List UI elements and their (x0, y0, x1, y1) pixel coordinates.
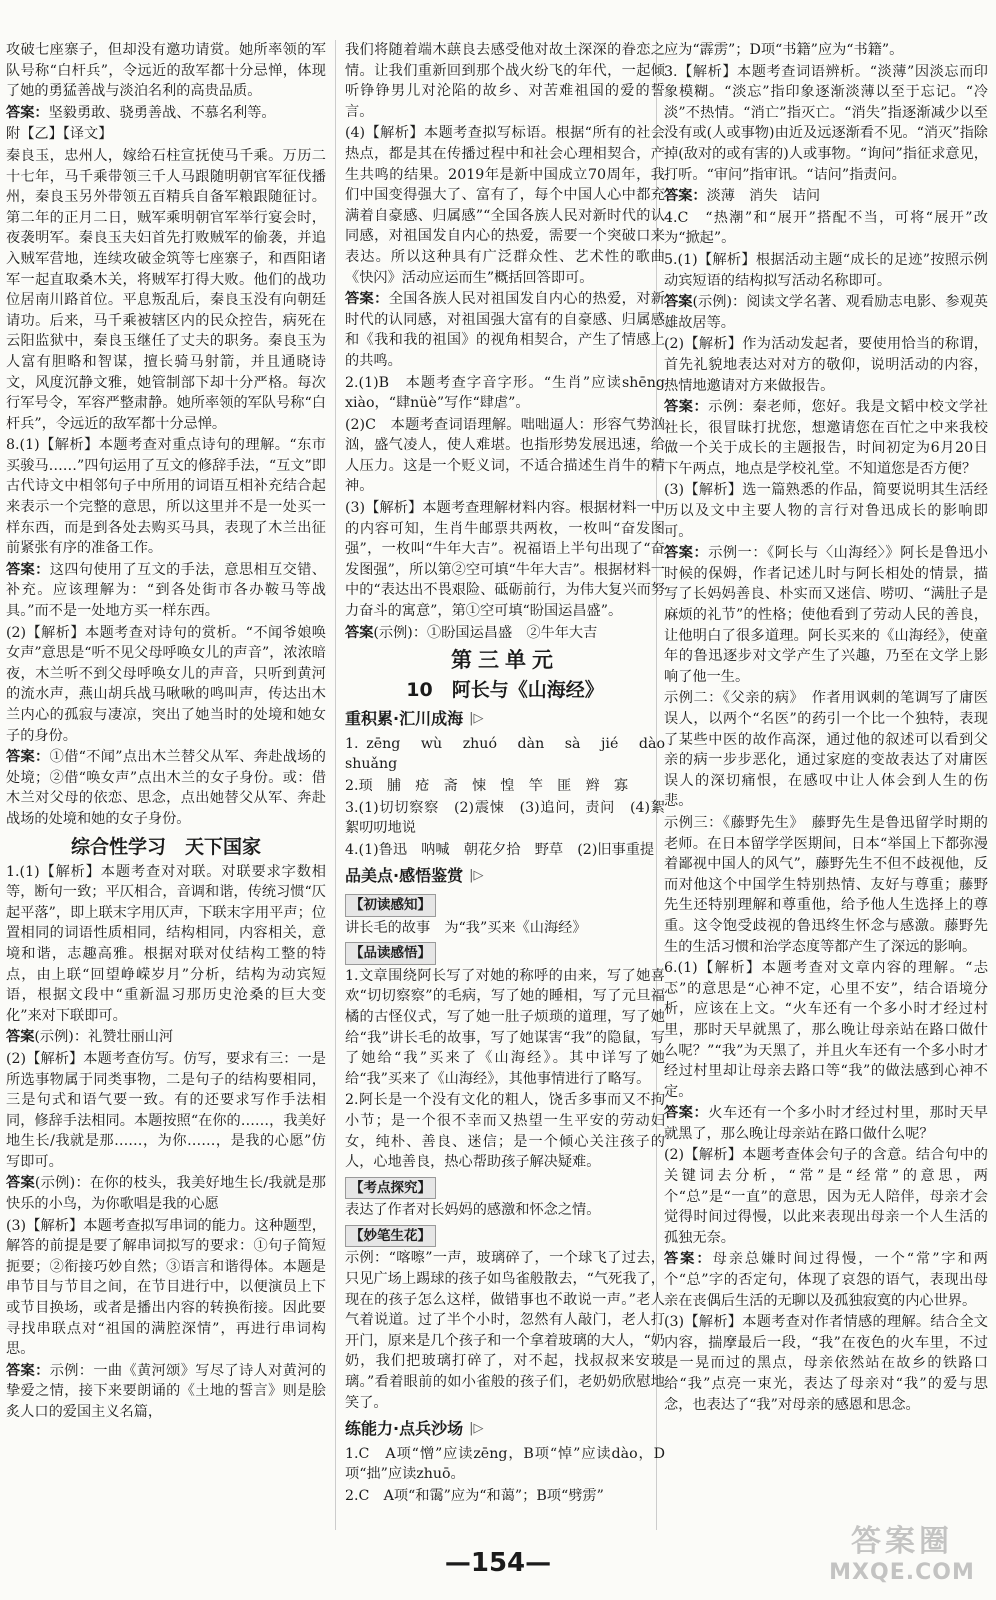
subsection-tag: 【初读感知】 (345, 894, 436, 917)
paragraph: 1.C A项“憎”应读zēng，B项“悼”应读dào，D项“拙”应读zhuō。 (345, 1445, 665, 1483)
paragraph: (4)【解析】本题考查拟写标语。根据“所有的社会热点，都是其在传播过程中和社会心理相契合，产生共鸣的结果。2019年是新中国成立70周年，我们中国变得强大了、富有了，每个中国人心中都充满着自豪感、归属感”“全国各族人民对新时代的认同感，对祖国发自内心的热爱，需要一个突破口来表达。所以这种具有广泛群众性、艺术性的歌曲《快闪》活动应运而生”概括回答即可。 (345, 125, 665, 286)
paragraph: 8.(1)【解析】本题考查对重点诗句的理解。“东市买骏马……”四句运用了互文的修辞手法，“互文”即古代诗文中相邻句子中所用的词语互相补充结合起来表示一个完整的意思，所以这里并不是一处买一样东西，而是到各处去购买马具，表现了木兰出征前紧张有序的准备工作。 (6, 437, 326, 557)
paragraph: 示例：“喀嚓”一声，玻璃碎了，一个球飞了过去，只见广场上踢球的孩子如鸟雀般散去，“气死我了，现在的孩子怎么这样，做错事也不敢说一声。”老人气着说道。过了半个小时，忽然有人敲门，老人打开门，原来是几个孩子和一个拿着玻璃的大人，“奶奶，我们把玻璃打碎了，对不起，找叔叔来安玻璃。”看着眼前的如小雀般的孩子们，老奶奶欣慰地笑了。 (345, 1250, 665, 1411)
answer-label: 答案： (664, 1251, 713, 1268)
answer-text: 母亲总嫌时间过得慢，一个“常”字和两个“总”字的否定句，体现了哀怨的语气，表现出母亲在丧偶后生活的无聊以及孤独寂寞的内心世界。 (664, 1251, 988, 1309)
subsection-tag-row (345, 891, 665, 918)
section-heading (345, 1419, 665, 1440)
answer-label: 答案： (664, 1105, 709, 1122)
column-divider (335, 40, 336, 1530)
paragraph: 1.(1)【解析】本题考查对对联。对联要求字数相等，断句一致；平仄相合，音调和谐，传统习惯“仄起平落”，即上联末字用仄声，下联末字用平声；位置相同的词语性质相同，结构相同，内容相关，意境和谐，志趣高雅。根据对联对仗结构工整的特点，由上联“回望峥嵘岁月”分析，结构为动宾短语，根据文段中“重新温习那历史沧桑的巨大变化”来对下联即可。 (6, 863, 326, 1024)
paragraph: (2)C 本题考查词语理解。咄咄逼人：形容气势汹汹，盛气凌人，使人难堪。也指形势发展迅速，给人压力。这是一个贬义词，不适合描述生肖牛的精神。 (345, 416, 665, 495)
answer-line (345, 623, 665, 644)
subsection-tag-row (345, 939, 665, 966)
paragraph: 2.C A项“和霭”应为“和蔼”；B项“劈雳” (345, 1488, 604, 1504)
paragraph: 表达了作者对长妈妈的感激和怀念之情。 (345, 1202, 601, 1219)
chevron-right-icon: |▷ (469, 711, 484, 727)
paragraph: 2.顼 脯 疮 斋 悚 惶 竿 匪 辫 寡 (345, 778, 629, 794)
paragraph: 示例二：《父亲的病》 作者用讽刺的笔调写了庸医误人，以两个“名医”的药引一个比一个独特，表现了某些中医的故作高深，通过他的叙述可以看到父亲的病一步步恶化，通过家庭的变故表达了对庸医误人的深切痛恨，在感叹中让人体会到人生的伤悲。 (664, 690, 988, 810)
paragraph: 示例三：《藤野先生》 藤野先生是鲁迅留学时期的老师。在日本留学学医期间，日本“举国上下都弥漫着鄙视中国人的风气”，藤野先生不但不歧视他，反而对他这个中国学生特别热情、友好与尊重；藤野先生还特别理解和尊重他，给予他人生选择上的尊重。这令饱受歧视的鲁迅终生怀念与感激。藤野先生的生活习惯和治学态度等都产生了深远的影响。 (664, 814, 988, 955)
paragraph: 5.(1)【解析】根据活动主题“成长的足迹”按照示例动宾短语的结构拟写活动名称即可。 (664, 251, 988, 289)
subsection-tag: 【品读感悟】 (345, 942, 436, 965)
subsection-tag-row (345, 1174, 665, 1201)
section-heading (345, 866, 665, 887)
answer-label: 答案： (6, 561, 50, 578)
paragraph: 3.(1)切切察察 (2)震悚 (3)追问，责问 (4)絮絮叨叨地说 (345, 799, 665, 837)
answer-label: 答案 (664, 294, 693, 311)
paragraph: 附【乙】【译文】 (6, 126, 113, 143)
column-left (6, 40, 326, 1528)
answer-text: 火车还有一个多小时才经过村里，那时天早就黑了，那么晚让母亲站在路口做什么呢？ (664, 1105, 988, 1142)
paragraph: 1. zēng wù zhuó dàn sà jié dào shuǎng (345, 735, 665, 773)
paragraph: 4.C “热潮”和“展开”搭配不当，可将“展开”改为“掀起”。 (664, 209, 988, 247)
paragraph: 2.(1)B 本题考查字音字形。“生肖”应读shēng xiào，“肆nüè”写作“肆虐”。 (345, 374, 665, 412)
answer-label: 答案： (664, 545, 709, 562)
answer-line (6, 103, 326, 124)
paragraph: (3)【解析】本题考查拟写串词的能力。这种题型，解答的前提是要了解串词拟写的要求：①句子简短扼要；②衔接巧妙自然；③语言和谐得体。本题是串节目与节目之间，在节目进行中，以便演员上下或节目换场，或者是播出内容的转换衔接。因此要寻找串联点对“祖国的满腔深情”，再进行串词构思。 (6, 1217, 326, 1358)
answer-label: 答案： (664, 188, 707, 205)
paragraph: 4.(1)鲁迅 呐喊 朝花夕拾 野草 (2)旧事重提 (345, 841, 655, 858)
paragraph: 3.【解析】本题考查词语辨析。“淡薄”因淡忘而印象模糊。“淡忘”指印象逐渐淡薄以至于忘记。“冷淡”不热情。“消亡”指灭亡。“消失”指逐渐减少以至没有或(人或事物)由近及远逐渐看不见。“消灭”指除掉(敌对的或有害的)人或事物。“询问”指征求意见，打听。“审问”指审讯。“诘问”指责问。 (664, 63, 988, 183)
section-title: 10 阿长与《山海经》 (406, 679, 604, 702)
answer-text: 这四句使用了互文的手法，意思相互交错、补充。应该理解为：“到各处街市各办鞍马等战具。”而不是一处地方买一样东西。 (6, 561, 326, 620)
paragraph: (2)【解析】本题考查对诗句的赏析。“不闻爷娘唤女声”意思是“听不见父母呼唤女儿的声音”，浓浓暗夜，木兰听不到父母呼唤女儿的声音，只听到黄河的流水声，燕山胡兵战马啾啾的鸣叫声，传达出木兰内心的孤寂与凄凉，突出了她当时的处境和她女子的身份。 (6, 624, 326, 744)
subsection-tag-row (345, 1222, 665, 1249)
answer-line (664, 292, 988, 333)
answer-line (664, 397, 988, 479)
answer-line (664, 1103, 988, 1144)
column-right (664, 40, 988, 1528)
answer-line (6, 1027, 326, 1048)
answer-text: 全国各族人民对祖国发自内心的热爱，对新时代的认同感，对祖国强大富有的自豪感、归属感和《我和我的祖国》的视角相契合，产生了情感上的共鸣。 (345, 291, 665, 369)
column-middle (345, 40, 665, 1528)
answer-label: 答案 (6, 1029, 35, 1046)
answer-line (664, 543, 988, 687)
paragraph: 攻破七座寨子，但却没有邀功请赏。她所率领的军队号称“白杆兵”，令远近的敌军都十分忌惮，体现了她的勇猛善战与淡泊名利的高贵品质。 (6, 42, 326, 100)
unit-title: 第三单元 (451, 648, 559, 673)
paragraph: 2.阿长是一个没有文化的粗人，饶舌多事而又不拘小节；是一个很不幸而又热望一生平安的劳动妇女，纯朴、善良、迷信；是一个倾心关注孩子的人，心地善良，热心帮助孩子解决疑难。 (345, 1092, 665, 1171)
paragraph: (2)【解析】本题考查仿写。仿写，要求有三：一是所选事物属于同类事物，二是句子的结构要相同，三是句式和语气要一致。有的还要求写作手法相同，修辞手法相同。本题按照“在你的……，我美好地生长/我就是那……，为你……，是我的心愿”仿写即可。 (6, 1050, 326, 1170)
answer-text: (示例)：礼赞壮丽山河 (34, 1029, 174, 1046)
subsection-tag: 【妙笔生花】 (345, 1225, 436, 1248)
paragraph: 应为“霹雳”；D项“书籍”应为“书籍”。 (664, 42, 904, 58)
answer-line (6, 1361, 326, 1423)
answer-label: 答案： (6, 749, 50, 766)
chevron-right-icon: |▷ (469, 1421, 484, 1437)
section-heading-text: 练能力·点兵沙场 (345, 1419, 464, 1439)
answer-label: 答案 (345, 624, 374, 641)
paragraph: (2)【解析】作为活动发起者，要使用恰当的称谓，首先礼貌地表达对对方的敬仰，说明活动的内容，热情地邀请对方来做报告。 (664, 336, 988, 394)
answer-label: 答案： (6, 104, 49, 121)
paragraph: (3)【解析】选一篇熟悉的作品，简要说明其生活经历以及文中主要人物的言行对鲁迅成长的影响即可。 (664, 482, 988, 540)
answer-label: 答案： (664, 399, 709, 416)
section-title: 综合性学习 天下国家 (70, 835, 261, 858)
paragraph: 6.(1)【解析】本题考查对文章内容的理解。“忐忑”的意思是“心神不定，心里不安”，结合语境分析，应该在上文。“火车还有一个多小时才经过村里，那时天早就黑了，那么晚让母亲站在路口做什么呢？”“我”为天黑了，并且火车还有一个多小时才经过村里却让母亲去路口等“我”的做法感到心神不定。 (664, 960, 988, 1100)
section-heading (345, 709, 665, 730)
section-heading-text: 品美点·感悟鉴赏 (345, 866, 464, 886)
answer-line (345, 289, 665, 371)
watermark-logo (822, 1516, 982, 1586)
answer-text: (示例)：在你的枝头，我美好地生长/我就是那快乐的小鸟，为你歌唱是我的心愿 (6, 1175, 326, 1213)
answer-line (6, 560, 326, 622)
paragraph: (3)【解析】本题考查理解材料内容。根据材料一中的内容可知，生肖牛邮票共两枚，一枚叫“奋发图强”，一枚叫“牛年大吉”。祝福语上半句出现了“奋发图强”，所以第②空可填“牛年大吉”。根据材料一中的“表达出不畏艰险、砥砺前行，为伟大复兴而努力奋斗的寓意”，第①空可填“盼国运昌盛”。 (345, 500, 665, 620)
answer-text: 示例：秦老师，您好。我是文韬中校文学社社长，很冒昧打扰您，想邀请您在百忙之中来我校做一个关于成长的主题报告，时间初定为6月20日下午两点，地点是学校礼堂。不知道您是否方便？ (664, 399, 988, 477)
section-heading-text: 重积累·汇川成海 (345, 709, 464, 729)
answer-text: 坚毅勇敢、骁勇善战、不慕名利等。 (48, 104, 276, 121)
answer-text: (示例)：阅读文学名著、观看励志电影、参观英雄故居等。 (664, 294, 988, 331)
paragraph: 1.文章围绕阿长写了对她的称呼的由来，写了她喜欢“切切察察”的毛病，写了她的睡相，写了元旦福橘的古怪仪式，写了她一肚子烦琐的道理，写了她给“我”讲长毛的故事，写了她谋害“我”的隐鼠，写了她给“我”买来了《山海经》。其中详写了她给“我”买来了《山海经》，其他事情进行了略写。 (345, 967, 665, 1087)
paragraph: 秦良玉，忠州人，嫁给石柱宣抚使马千乘。万历二十七年，马千乘带领三千人马跟随明朝官军征伐播州，秦良玉另外带领五百精兵自备军粮跟随征讨。第二年的正月二日，贼军乘明朝官军举行宴会时，夜袭明军。秦良玉夫妇首先打败贼军的偷袭，并追入贼军营地，连续攻破金筑等七座寨子，和酉阳诸军一起直取桑木关，将贼军打得大败。他们的战功位居南川路首位。平息叛乱后，秦良玉没有向朝廷请功。后来，马千乘被辖区内的民众控告，病死在云阳监狱中，秦良玉继任了丈夫的职务。秦良玉为人富有胆略和智谋，擅长骑马射箭，并且通晓诗文，风度沉静文雅，她管制部下却十分严格。每次行军号令，军容严整肃静。她所率领的军队号称“白杆兵”，令远近的敌军都十分忌惮。 (6, 147, 326, 432)
answer-text: (示例)：①盼国运昌盛 ②牛年大吉 (373, 624, 598, 641)
answer-line (664, 186, 988, 207)
subsection-tag: 【考点探究】 (345, 1177, 436, 1200)
answer-text: 示例：一曲《黄河颂》写尽了诗人对黄河的挚爱之情，接下来要朗诵的《土地的誓言》则是脍炙人口的爱国主义名篇， (6, 1362, 326, 1420)
answer-text: 淡薄 消失 诘问 (706, 188, 821, 205)
answer-line (6, 1173, 326, 1214)
paragraph: (2)【解析】本题考查体会句子的含意。结合句中的关键词去分析，“常”是“经常”的意思，两个“总”是“一直”的意思，因为无人陪伴，母亲才会觉得时间过得慢，以此来表现出母亲一个人生活的孤独无奈。 (664, 1147, 988, 1246)
watermark-text-top: 答案圈 (851, 1524, 953, 1559)
paragraph: (3)【解析】本题考查对作者情感的理解。结合全文内容，揣摩最后一段，“我”在夜色的火车里，不过是一晃而过的黑点，母亲依然站在故乡的铁路口给“我”点亮一束光，表达了母亲对“我”的爱与思念，也表达了“我”对母亲的感恩和思念。 (664, 1314, 988, 1413)
answer-label: 答案： (345, 291, 389, 308)
watermark-text-bottom: MXQE.COM (829, 1560, 975, 1585)
answer-text: 示例一：《阿长与〈山海经〉》阿长是鲁迅小时候的保姆，作者记述儿时与阿长相处的情景，描写了长妈妈善良、朴实而又迷信、唠叨、“满肚子是麻烦的礼节”的性格；使他看到了劳动人民的善良，让他明白了很多道理。阿长买来的《山海经》，使童年的鲁迅逐步对文学产生了兴趣，乃至在文学上影响了他一生。 (664, 545, 988, 685)
answer-label: 答案 (6, 1175, 35, 1192)
answer-line (6, 747, 326, 829)
chevron-right-icon: |▷ (469, 868, 484, 884)
answer-label: 答案： (6, 1362, 50, 1379)
answer-line (664, 1249, 988, 1311)
paragraph: 我们将随着端木蕻良去感受他对故土深深的眷恋之情。让我们重新回到那个战火纷飞的年代，一起倾听铮铮男儿对沦陷的故乡、对苦难祖国的爱的誓言。 (345, 42, 665, 120)
page-number: —154— (444, 1548, 552, 1578)
paragraph: 讲长毛的故事 为“我”买来《山海经》 (345, 919, 587, 936)
answer-text: ①借“不闻”点出木兰替父从军、奔赴战场的处境；②借“唤女声”点出木兰的女子身份。或：借木兰对父母的依恋、思念，点出她替父从军、奔赴战场的处境和她的女子身份。 (6, 749, 326, 827)
